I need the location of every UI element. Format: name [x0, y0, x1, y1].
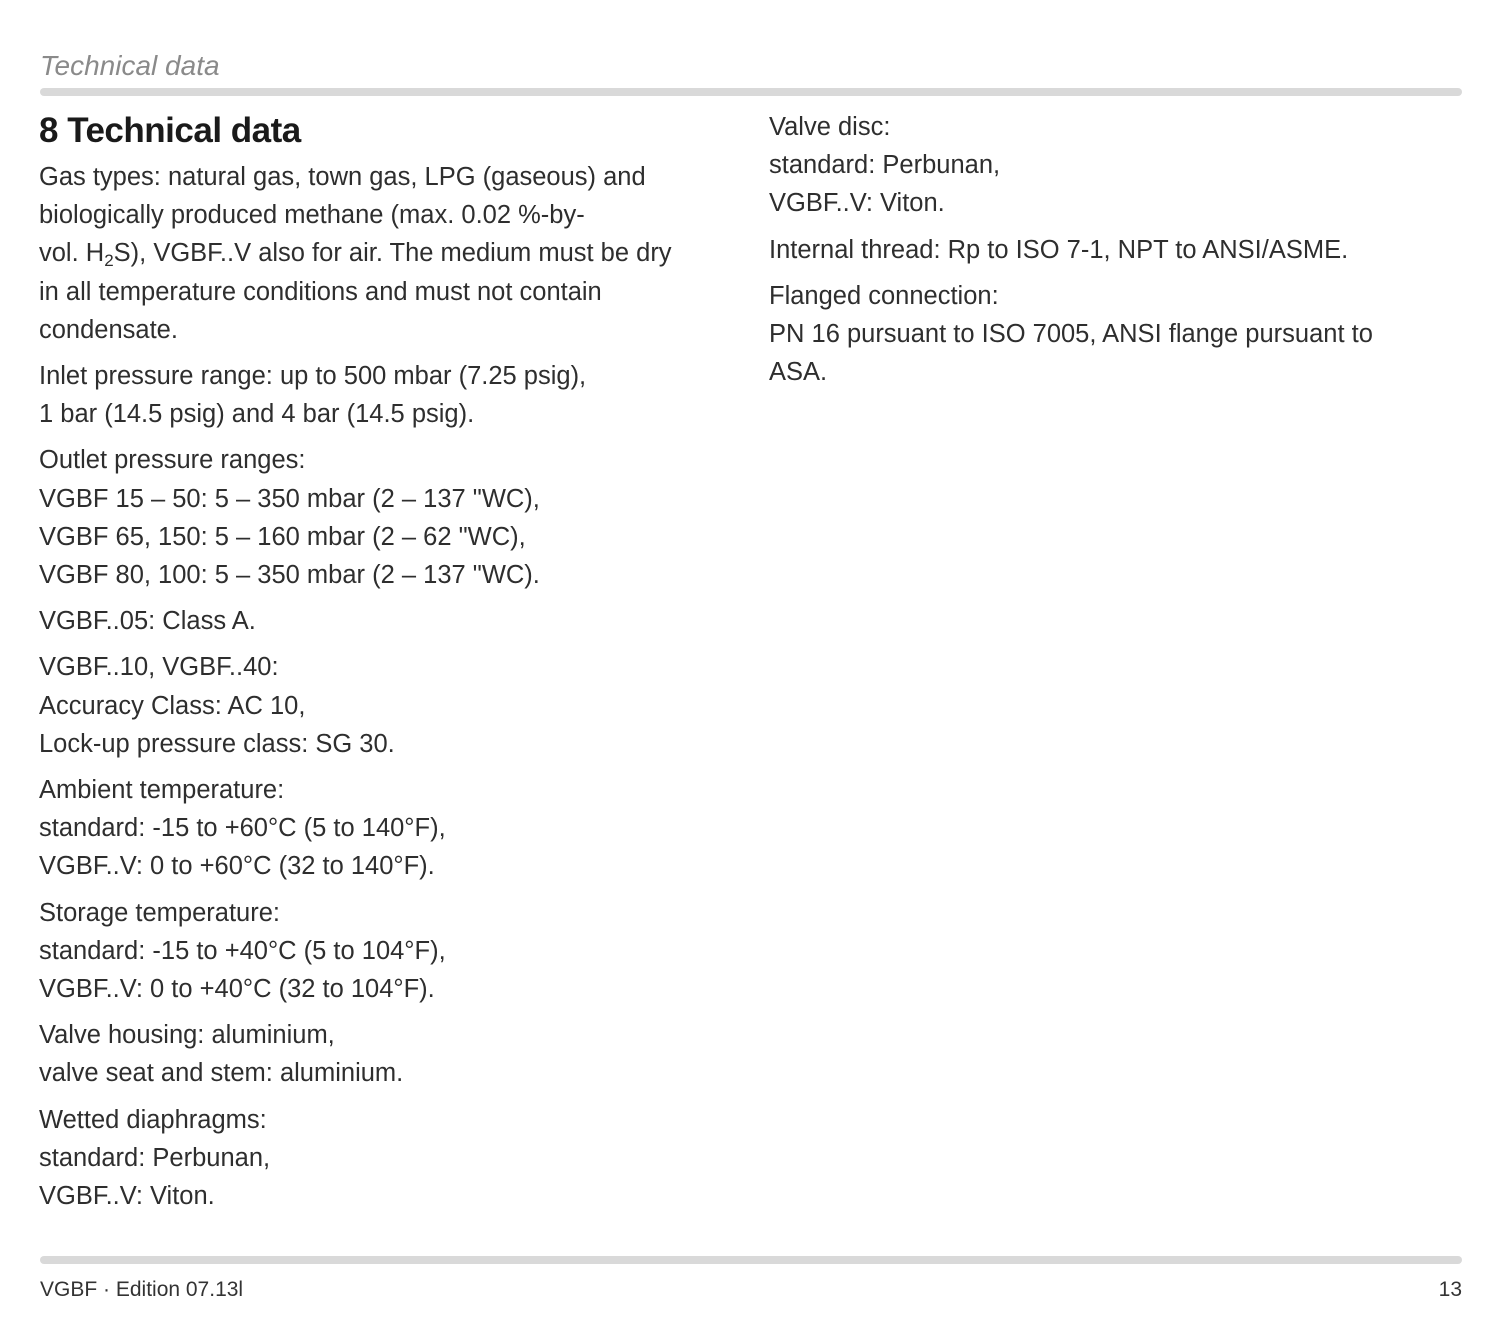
- accuracy-paragraph: [39, 648, 739, 763]
- text-line: Lock-up pressure class: SG 30.: [39, 729, 395, 758]
- valve-disc-paragraph: [769, 108, 1469, 223]
- text-line: PN 16 pursuant to ISO 7005, ANSI flange pursuant to: [769, 320, 1373, 349]
- text-line: Flanged connection:: [769, 281, 999, 310]
- text-line: 1 bar (14.5 psig) and 4 bar (14.5 psig).: [39, 400, 475, 429]
- text-line: Internal thread: Rp to ISO 7-1, NPT to ANSI/ASME.: [769, 235, 1349, 264]
- running-header: Technical data: [40, 50, 220, 81]
- outlet-pressure-paragraph: [39, 441, 739, 594]
- footer-divider: [40, 1256, 1462, 1264]
- left-column: [39, 108, 739, 1223]
- flanged-connection-paragraph: [769, 277, 1469, 392]
- inlet-pressure-paragraph: [39, 357, 739, 433]
- text-line: standard: Perbunan,: [39, 1143, 271, 1172]
- text-line: VGBF..V: Viton.: [39, 1182, 215, 1211]
- text-line: VGBF 15 – 50: 5 – 350 mbar (2 – 137 "WC),: [39, 484, 540, 513]
- gas-types-paragraph: [39, 158, 739, 349]
- text-line: standard: -15 to +40°C (5 to 104°F),: [39, 936, 446, 965]
- class-a-paragraph: [39, 602, 739, 640]
- text-line: Inlet pressure range: up to 500 mbar (7.25 psig),: [39, 362, 587, 391]
- text-line: ASA.: [769, 358, 828, 387]
- text-line: vol. $H_2S$), VGBF..V also for air. The medium must be dry: [39, 239, 672, 271]
- text-line: condensate.: [39, 315, 178, 344]
- text-line: VGBF..05: Class A.: [39, 607, 256, 636]
- text-line: VGBF..V: 0 to +60°C (32 to 140°F).: [39, 852, 435, 881]
- text-line: Gas types: natural gas, town gas, LPG (gaseous) and: [39, 163, 646, 191]
- page-number: 13: [1438, 1278, 1462, 1301]
- text-line: standard: -15 to +60°C (5 to 140°F),: [39, 814, 446, 843]
- text-line: Wetted diaphragms:: [39, 1105, 267, 1134]
- text-line: Valve housing: aluminium,: [39, 1021, 335, 1050]
- ambient-temperature-paragraph: [39, 771, 739, 886]
- header-divider: [40, 88, 1462, 96]
- text-line: Accuracy Class: AC 10,: [39, 691, 306, 720]
- text-line: VGBF..10, VGBF..40:: [39, 653, 279, 682]
- text-line: VGBF..V: 0 to +40°C (32 to 104°F).: [39, 975, 435, 1004]
- section-title: 8 Technical data: [39, 111, 301, 150]
- text-line: Outlet pressure ranges:: [39, 446, 306, 475]
- right-column: [769, 108, 1469, 399]
- text-line: standard: Perbunan,: [769, 151, 1001, 180]
- text-line: valve seat and stem: aluminium.: [39, 1059, 404, 1088]
- text-line: Valve disc:: [769, 113, 891, 141]
- wetted-diaphragms-paragraph: [39, 1101, 739, 1216]
- text-line: Ambient temperature:: [39, 776, 285, 805]
- storage-temperature-paragraph: [39, 894, 739, 1009]
- text-line: biologically produced methane (max. 0.02 %-by-: [39, 201, 585, 230]
- text-line: VGBF..V: Viton.: [769, 189, 945, 218]
- valve-housing-paragraph: [39, 1016, 739, 1092]
- text-line: in all temperature conditions and must not contain: [39, 277, 602, 306]
- internal-thread-paragraph: [769, 231, 1469, 269]
- footer-edition: VGBF · Edition 07.13l: [40, 1278, 244, 1301]
- text-line: VGBF 65, 150: 5 – 160 mbar (2 – 62 "WC),: [39, 522, 526, 551]
- subscript: 2: [104, 251, 114, 271]
- text-line: Storage temperature:: [39, 898, 280, 927]
- text-line: VGBF 80, 100: 5 – 350 mbar (2 – 137 "WC).: [39, 561, 540, 590]
